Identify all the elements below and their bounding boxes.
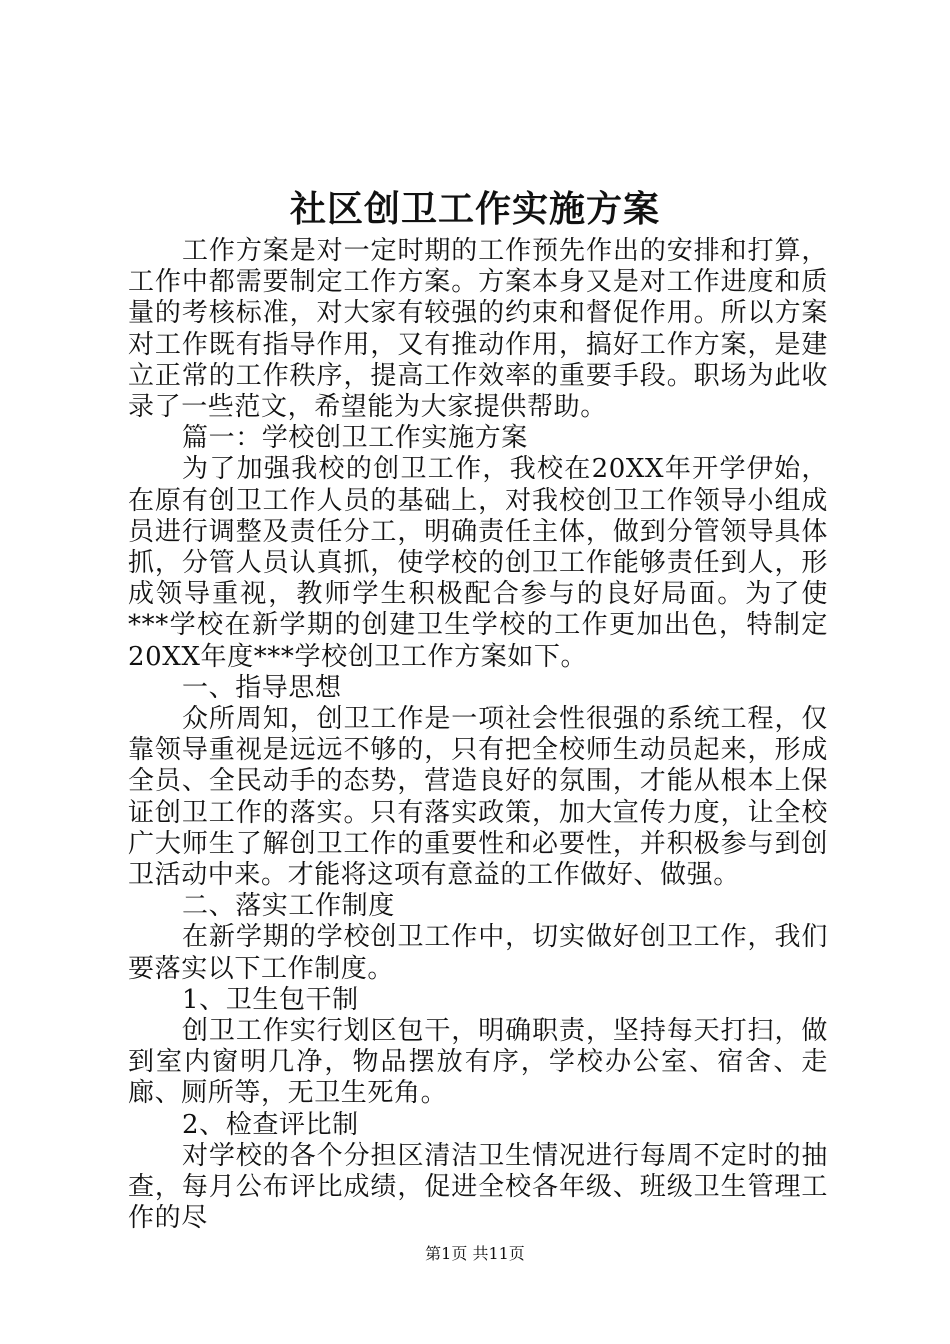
section-heading-work-system: 二、落实工作制度 — [182, 891, 395, 922]
body-paragraph: 在新学期的学校创卫工作中，切实做好创卫工作，我们要落实以下工作制度。 — [128, 922, 828, 984]
subheading-inspection: 2、检查评比制 — [182, 1109, 359, 1140]
body-paragraph: 创卫工作实行划区包干，明确职责，坚持每天打扫，做到室内窗明几净，物品摆放有序，学校办公室、宿舍、走廊、厕所等，无卫生死角。 — [128, 1016, 828, 1109]
document-title: 社区创卫工作实施方案 — [289, 188, 660, 230]
intro-paragraph: 工作方案是对一定时期的工作预先作出的安排和打算，工作中都需要制定工作方案。方案本身又是对工作进度和质量的考核标准，对大家有较强的约束和督促作用。所以方案对工作既有指导作用，又有推动作用，搞好工作方案，是建立正常的工作秩序，提高工作效率的重要手段。职场为此收录了一些范文，希望能为大家提供帮助。 — [128, 236, 828, 423]
section-heading-part-one: 篇一：学校创卫工作实施方案 — [182, 423, 528, 454]
body-paragraph: 为了加强我校的创卫工作，我校在20XX年开学伊始，在原有创卫工作人员的基础上，对我校创卫工作领导小组成员进行调整及责任分工，明确责任主体，做到分管领导具体抓，分管人员认真抓，使学校的创卫工作能够责任到人，形成领导重视，教师学生积极配合参与的良好局面。为了使***学校在新学期的创建卫生学校的工作更加出色，特制定20XX年度***学校创卫工作方案如下。 — [128, 454, 828, 672]
section-heading-guiding-idea: 一、指导思想 — [182, 672, 342, 703]
subheading-hygiene-contract: 1、卫生包干制 — [182, 984, 359, 1015]
body-paragraph: 对学校的各个分担区清洁卫生情况进行每周不定时的抽查，每月公布评比成绩，促进全校各年级、班级卫生管理工作的尽 — [128, 1140, 828, 1234]
document-body — [128, 236, 828, 1235]
page-number-footer: 第1页 共11页 — [425, 1244, 525, 1263]
body-paragraph: 众所周知，创卫工作是一项社会性很强的系统工程，仅靠领导重视是远远不够的，只有把全校师生动员起来，形成全员、全民动手的态势，营造良好的氛围，才能从根本上保证创卫工作的落实。只有落实政策，加大宣传力度，让全校广大师生了解创卫工作的重要性和必要性，并积极参与到创卫活动中来。才能将这项有意益的工作做好、做强。 — [128, 704, 828, 891]
